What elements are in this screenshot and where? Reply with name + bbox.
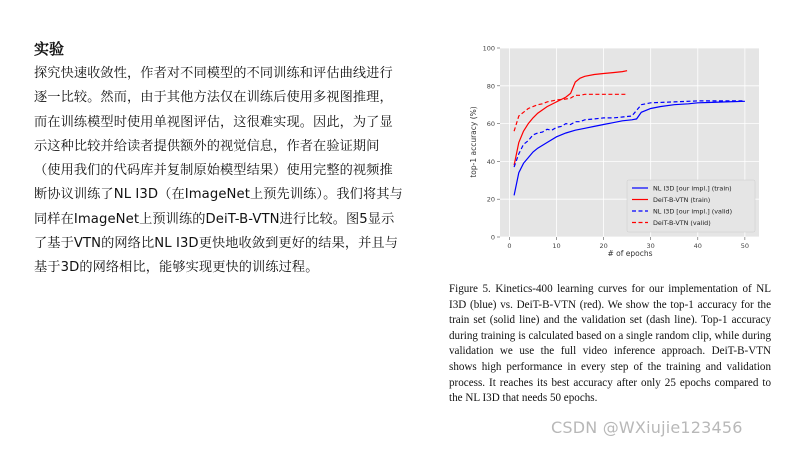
y-tick-label: 100 bbox=[482, 44, 495, 53]
x-tick-label: 30 bbox=[646, 242, 655, 250]
learning-curve-chart bbox=[455, 38, 777, 270]
y-tick-label: 20 bbox=[486, 195, 495, 204]
x-axis-label: # of epochs bbox=[607, 249, 653, 258]
x-tick-label: 40 bbox=[693, 242, 702, 250]
y-tick-label: 60 bbox=[486, 120, 495, 129]
watermark: CSDN @WXiujie123456 bbox=[551, 418, 743, 437]
body-paragraph: 探究快速收敛性，作者对不同模型的不同训练和评估曲线进行逐一比较。然而，由于其他方法仅在训练后使用多视图推理，而在训练模型时使用单视图评估，这很难实现。因此，为了显示这种比较并给读者提供额外的视觉信息，作者在验证期间（使用我们的代码库并复制原始模型结果）使用完整的视频推断协议训练了NL I3D（在ImageNet上预先训练）。我们将其与同样在ImageNet上预训练的DeiT-B-VTN进行比较。图5显示了基于VTN的网络比NL I3D更快地收敛到更好的结果，并且与基于3D的网络相比，能够实现更快的训练过程。 bbox=[34, 66, 403, 276]
legend-label-3: DeiT-B-VTN (valid) bbox=[653, 219, 711, 227]
x-tick-label: 20 bbox=[599, 242, 608, 250]
legend bbox=[627, 180, 755, 232]
y-tick-label: 0 bbox=[490, 233, 495, 242]
y-axis-label: top-1 accuracy (%) bbox=[469, 106, 478, 178]
legend-label-1: DeiT-B-VTN (train) bbox=[653, 196, 711, 204]
x-tick-label: 50 bbox=[740, 242, 750, 250]
y-tick-label: 80 bbox=[486, 82, 495, 91]
y-ticks bbox=[483, 45, 500, 242]
y-tick-label: 40 bbox=[486, 157, 495, 166]
x-tick-label: 10 bbox=[552, 242, 561, 250]
legend-label-2: NL I3D [our impl.] (valid) bbox=[653, 207, 733, 216]
section-heading: 实验 bbox=[34, 40, 65, 58]
caption-text: Figure 5. Kinetics-400 learning curves for our implementation of NL I3D (blue) vs. DeiT-B-VTN (red). We show the top-1 accuracy for the train set (solid line) and the validation set (dash line). Top-1 accuracy during training is calculated based on a single random clip, while during validation we use the full video inference approach. DeiT-B-VTN shows high performance in every step of the training and validation process. It reaches its best accuracy after only 25 epochs compared to the NL I3D that needs 50 epochs. bbox=[449, 283, 771, 405]
x-tick-label: 0 bbox=[507, 242, 512, 250]
section-body bbox=[34, 62, 406, 281]
legend-label-0: NL I3D [our impl.] (train) bbox=[653, 184, 732, 193]
figure-caption bbox=[449, 282, 771, 407]
